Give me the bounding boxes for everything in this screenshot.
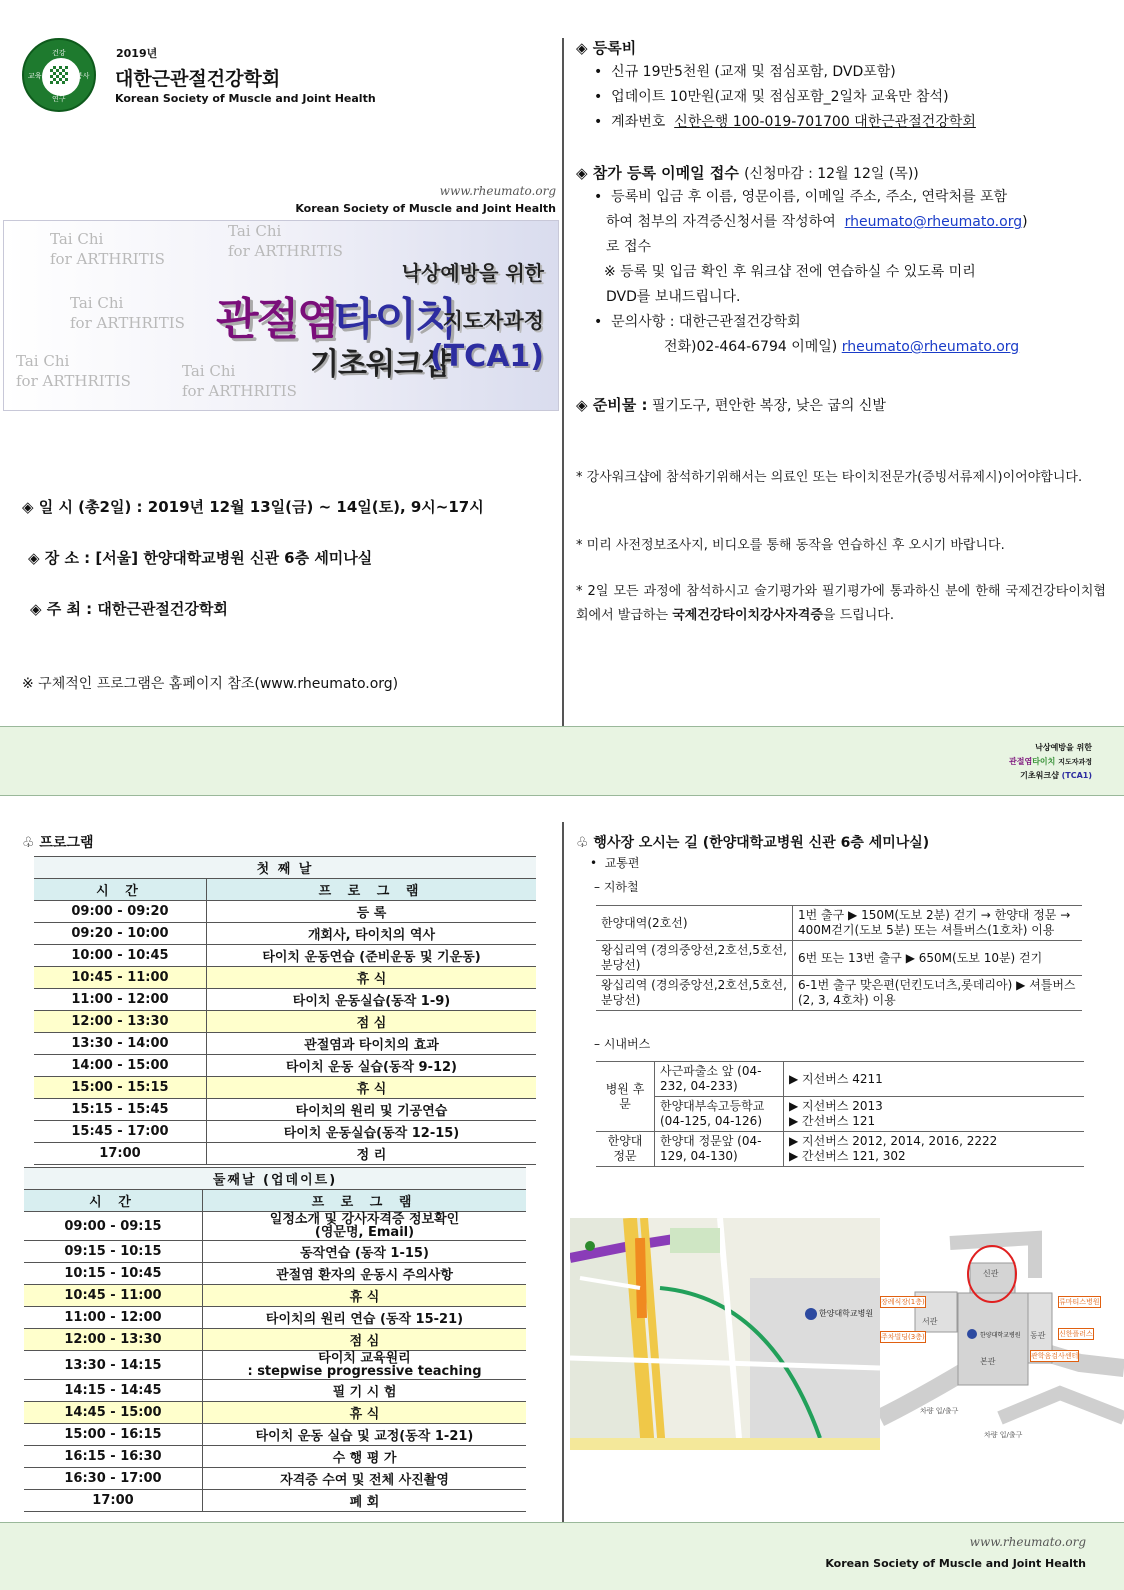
schedule-time: 17:00	[34, 1143, 207, 1165]
schedule-program: 정 리	[207, 1143, 537, 1165]
fee-list: • 신규 19만5천원 (교재 및 점심포함, DVD포함) • 업데이트 10만원(교재 및 점심포함_2일차 교육만 참석) • 계좌번호 신한은행 100-019-701700 대한근관절건강학회	[594, 64, 976, 130]
schedule-row	[34, 1121, 536, 1143]
schedule-time: 09:00 - 09:20	[34, 901, 207, 923]
schedule-time: 09:00 - 09:15	[24, 1212, 203, 1241]
hospital-campus-map: 신관 본관 서관 동관 한양대학교병원 장례식장(1층) 주차빌딩(3층) 류마티스병원 신한플러스 관학음검사센터 차량 입/출구 차량 입/출구	[880, 1218, 1124, 1450]
subway-table	[596, 905, 1082, 1011]
bus-table: 병원 후문 사근파출소 앞 (04-232, 04-233) ▶ 지선버스 4211 한양대부속고등학교 (04-125, 04-126) ▶ 지선버스 2013 ▶ 간선버스 121 한양대 정문 한양대 정문앞 (04-129, 04-130) ▶ 지선버스 2012, 2014, 2016, 2222 ▶ 간선버스 121, 302	[596, 1061, 1084, 1167]
schedule-row	[24, 1490, 526, 1512]
schedule-row	[34, 1055, 536, 1077]
subway-station: 한양대역(2호선)	[596, 906, 793, 941]
schedule-time: 10:45 - 11:00	[34, 967, 207, 989]
org-name-korean: 대한근관절건강학회	[115, 68, 281, 90]
schedule-program: 일정소개 및 강사자격증 정보확인 (영문명, Email)	[203, 1212, 527, 1241]
subway-desc: 6-1번 출구 맞은편(던킨도너츠,롯데리아) ▶ 셔틀버스(2, 3, 4호차) 이용	[793, 976, 1083, 1011]
subway-row	[596, 941, 1082, 976]
day1-schedule-table: 첫 째 날 시 간 프 로 그 램 09:00 - 09:20 등 록 09:20 - 10:00 개회사, 타이치의 역사 10:00 - 10:45 타이치 운동연습 (준비운동 및 기운동) 10:45 - 11:00 휴 식 11:00 - 12:00 타이치 운동실습(동작 1-9) 12:00 - 13:30 점 심 13:30 - 14:00 관절염과 타이치의 효과 14:00 - 15:00 타이치 운동 실습(동작 9-12) 15:00 - 15:15 휴 식 15:15 - 15:45 타이치의 원리 및 기공연습 15:45 - 17:00 타이치 운동실습(동작 12-15) 17:00 정 리	[34, 856, 536, 1165]
notice-2: * 미리 사전정보조사지, 비디오를 통해 동작을 연습하신 후 오시기 바랍니다.	[576, 538, 1005, 553]
bus-label: – 시내버스	[594, 1037, 651, 1051]
schedule-row	[34, 967, 536, 989]
schedule-program: 타이치 운동 실습 및 교정(동작 1-21)	[203, 1424, 527, 1446]
page2-divider	[562, 822, 564, 1522]
schedule-row	[24, 1241, 526, 1263]
schedule-program: 관절염 환자의 운동시 주의사항	[203, 1263, 527, 1285]
supplies: ◈ 준비물 : 필기도구, 편안한 복장, 낮은 굽의 신발	[576, 396, 886, 414]
schedule-program: 자격증 수여 및 전체 사진촬영	[203, 1468, 527, 1490]
schedule-row	[24, 1468, 526, 1490]
subway-station: 왕십리역 (경의중앙선,2호선,5호선,분당선)	[596, 976, 793, 1011]
fee-title: ◈ 등록비	[576, 39, 637, 57]
schedule-row	[24, 1380, 526, 1402]
schedule-row	[24, 1351, 526, 1380]
schedule-row	[34, 901, 536, 923]
schedule-row	[34, 989, 536, 1011]
schedule-row	[24, 1212, 526, 1241]
page1-divider	[562, 38, 564, 726]
schedule-time: 11:00 - 12:00	[34, 989, 207, 1011]
schedule-time: 14:00 - 15:00	[34, 1055, 207, 1077]
email-registration-desc: • 등록비 입금 후 이름, 영문이름, 이메일 주소, 주소, 연락처를 포함 하여 첨부의 자격증신청서를 작성하여 rheumato@rheumato.org) 로 접수 ※ 등록 및 입금 확인 후 워크샵 전에 연습하실 수 있도록 미리 DVD를 보내드립니다. • 문의사항 : 대한근관절건강학회 전화)02-464-6794 이메일) rheumato@rheumato.org	[594, 189, 1028, 355]
subway-row	[596, 976, 1082, 1011]
schedule-time: 16:30 - 17:00	[24, 1468, 203, 1490]
society-name: Korean Society of Muscle and Joint Health	[295, 202, 556, 215]
footer-society: Korean Society of Muscle and Joint Health	[825, 1557, 1086, 1570]
schedule-row	[34, 1033, 536, 1055]
schedule-time: 10:15 - 10:45	[24, 1263, 203, 1285]
subway-row	[596, 906, 1082, 941]
label-center: 관학음검사센터	[1031, 1352, 1079, 1360]
banner-title-1: 관절염	[216, 294, 338, 345]
notice-3: * 2일 모든 과정에 참석하시고 술기평가와 필기평가에 통과하신 분에 한해 국제건강타이치협회에서 발급하는 국제건강타이치강사자격증을 드립니다.	[576, 584, 1106, 623]
schedule-time: 14:15 - 14:45	[24, 1380, 203, 1402]
schedule-program: 타이치 운동연습 (준비운동 및 기운동)	[207, 945, 537, 967]
schedule-program: 타이치 운동실습(동작 1-9)	[207, 989, 537, 1011]
schedule-time: 15:00 - 15:15	[34, 1077, 207, 1099]
schedule-program: 등 록	[207, 901, 537, 923]
schedule-program: 타이치의 원리 및 기공연습	[207, 1099, 537, 1121]
account-number: 신한은행 100-019-701700 대한근관절건강학회	[674, 114, 976, 130]
schedule-program: 휴 식	[207, 967, 537, 989]
schedule-row	[24, 1263, 526, 1285]
banner-code: (TCA1)	[430, 339, 544, 374]
subway-label: – 지하철	[594, 880, 639, 894]
schedule-row	[34, 1099, 536, 1121]
schedule-row	[24, 1424, 526, 1446]
schedule-time: 15:15 - 15:45	[34, 1099, 207, 1121]
schedule-row	[34, 1143, 536, 1165]
schedule-time: 09:15 - 10:15	[24, 1241, 203, 1263]
subway-station: 왕십리역 (경의중앙선,2호선,5호선,분당선)	[596, 941, 793, 976]
schedule-program: 타이치의 원리 연습 (동작 15-21)	[203, 1307, 527, 1329]
banner-title-2: 타이치	[334, 294, 456, 345]
schedule-program: 타이치 운동 실습(동작 9-12)	[207, 1055, 537, 1077]
schedule-time: 14:45 - 15:00	[24, 1402, 203, 1424]
schedule-time: 10:00 - 10:45	[34, 945, 207, 967]
schedule-program: 수 행 평 가	[203, 1446, 527, 1468]
schedule-row	[24, 1402, 526, 1424]
schedule-time: 12:00 - 13:30	[24, 1329, 203, 1351]
schedule-row	[24, 1446, 526, 1468]
schedule-row	[34, 1011, 536, 1033]
subway-desc: 1번 출구 ▶ 150M(도보 2분) 걷기 → 한양대 정문 → 400M걷기(도보 5분) 또는 셔틀버스(1호차) 이용	[793, 906, 1083, 941]
schedule-program: 점 심	[207, 1011, 537, 1033]
schedule-program: 타이치 운동실습(동작 12-15)	[207, 1121, 537, 1143]
schedule-program: 휴 식	[203, 1402, 527, 1424]
schedule-time: 12:00 - 13:30	[34, 1011, 207, 1033]
year-label: 2019년	[116, 47, 158, 60]
label-rheumatism: 류마티스병원	[1059, 1298, 1100, 1306]
day1-title: 첫 째 날	[34, 857, 536, 879]
banner-basic: 기초워크샵	[310, 347, 450, 382]
subway-desc: 6번 또는 13번 출구 ▶ 650M(도보 10분) 걷기	[793, 941, 1083, 976]
event-host: ◈ 주 최 : 대한근관절건강학회	[30, 600, 228, 618]
schedule-program: 필 기 시 험	[203, 1380, 527, 1402]
banner-subtitle: 낙상예방을 위한	[401, 261, 544, 285]
schedule-time: 17:00	[24, 1490, 203, 1512]
label-parking: 주차빌딩(3층)	[881, 1333, 925, 1341]
schedule-program: 동작연습 (동작 1-15)	[203, 1241, 527, 1263]
mini-logo: 낙상예방을 위한 관절염타이치 지도자과정 기초워크샵 (TCA1)	[1009, 743, 1092, 780]
schedule-program: 휴 식	[203, 1285, 527, 1307]
program-note: ※ 구체적인 프로그램은 홈페이지 참조(www.rheumato.org)	[22, 676, 399, 692]
day2-title: 둘째날 (업데이트)	[24, 1168, 526, 1190]
title-banner: Tai Chi for ARTHRITIS Tai Chi for ARTHRITIS Tai Chi for ARTHRITIS Tai Chi for ARTHRITIS Tai Chi for ARTHRITIS 낙상예방을 위한 관절염 타이치 지도자과정 기초워크샵 (TCA1)	[3, 220, 559, 411]
schedule-time: 13:30 - 14:15	[24, 1351, 203, 1380]
bus-group-1: 병원 후문	[596, 1062, 655, 1132]
banner-course: 지도자과정	[442, 309, 544, 333]
footer-website: www.rheumato.org	[969, 1535, 1086, 1549]
schedule-time: 11:00 - 12:00	[24, 1307, 203, 1329]
schedule-row	[34, 945, 536, 967]
schedule-program: 개회사, 타이치의 역사	[207, 923, 537, 945]
org-name-english: Korean Society of Muscle and Joint Health	[115, 92, 376, 105]
schedule-time: 13:30 - 14:00	[34, 1033, 207, 1055]
schedule-program: 폐 회	[203, 1490, 527, 1512]
website-label: www.rheumato.org	[439, 184, 556, 198]
registration-email-link[interactable]: rheumato@rheumato.org	[844, 214, 1023, 230]
schedule-program: 점 심	[203, 1329, 527, 1351]
society-logo: 건강 교육 봉사 연구	[22, 38, 96, 112]
directions-title: ♧ 행사장 오시는 길 (한양대학교병원 신관 6층 세미나실)	[576, 835, 930, 851]
schedule-time: 15:45 - 17:00	[34, 1121, 207, 1143]
footer-band	[0, 1522, 1124, 1590]
transport-label: • 교통편	[590, 856, 640, 870]
schedule-program: 휴 식	[207, 1077, 537, 1099]
program-title: ♧ 프로그램	[22, 835, 94, 851]
email-registration-title: ◈ 참가 등록 이메일 접수 (신청마감 : 12월 12일 (목))	[576, 164, 919, 182]
area-map: 한양대학교병원	[570, 1218, 880, 1450]
schedule-time: 15:00 - 16:15	[24, 1424, 203, 1446]
schedule-time: 09:20 - 10:00	[34, 923, 207, 945]
label-funeral: 장례식장(1층)	[881, 1298, 925, 1306]
inquiry-email-link[interactable]: rheumato@rheumato.org	[841, 339, 1020, 355]
event-date: ◈ 일 시 (총2일) : 2019년 12월 13일(금) ~ 14일(토), 9시~17시	[22, 498, 484, 516]
schedule-time: 10:45 - 11:00	[24, 1285, 203, 1307]
schedule-time: 16:15 - 16:30	[24, 1446, 203, 1468]
schedule-row	[34, 923, 536, 945]
schedule-program: 관절염과 타이치의 효과	[207, 1033, 537, 1055]
bus-group-2: 한양대 정문	[596, 1132, 655, 1167]
page-separator-band	[0, 726, 1124, 796]
schedule-row	[24, 1307, 526, 1329]
label-shinhan: 신한플러스	[1059, 1330, 1093, 1338]
event-place: ◈ 장 소 : [서울] 한양대학교병원 신관 6층 세미나실	[28, 549, 373, 567]
schedule-row	[34, 1077, 536, 1099]
schedule-row	[24, 1285, 526, 1307]
schedule-row	[24, 1329, 526, 1351]
schedule-program: 타이치 교육원리 : stepwise progressive teaching	[203, 1351, 527, 1380]
notice-1: * 강사워크샵에 참석하기위해서는 의료인 또는 타이치전문가(증빙서류제시)이어야합니다.	[576, 470, 1083, 485]
day2-schedule-table: 둘째날 (업데이트) 시 간 프 로 그 램 09:00 - 09:15 일정소개 및 강사자격증 정보확인 (영문명, Email) 09:15 - 10:15 동작연습 (동작 1-15) 10:15 - 10:45 관절염 환자의 운동시 주의사항 10:45 - 11:00 휴 식 11:00 - 12:00 타이치의 원리 연습 (동작 15-21) 12:00 - 13:30 점 심 13:30 - 14:15 타이치 교육원리 : stepwise progressive teaching 14:15 - 14:45 필 기 시 험 14:45 - 15:00 휴 식 15:00 - 16:15 타이치 운동 실습 및 교정(동작 1-21) 16:15 - 16:30 수 행 평 가 16:30 - 17:00 자격증 수여 및 전체 사진촬영 17:00 폐 회	[24, 1167, 526, 1512]
